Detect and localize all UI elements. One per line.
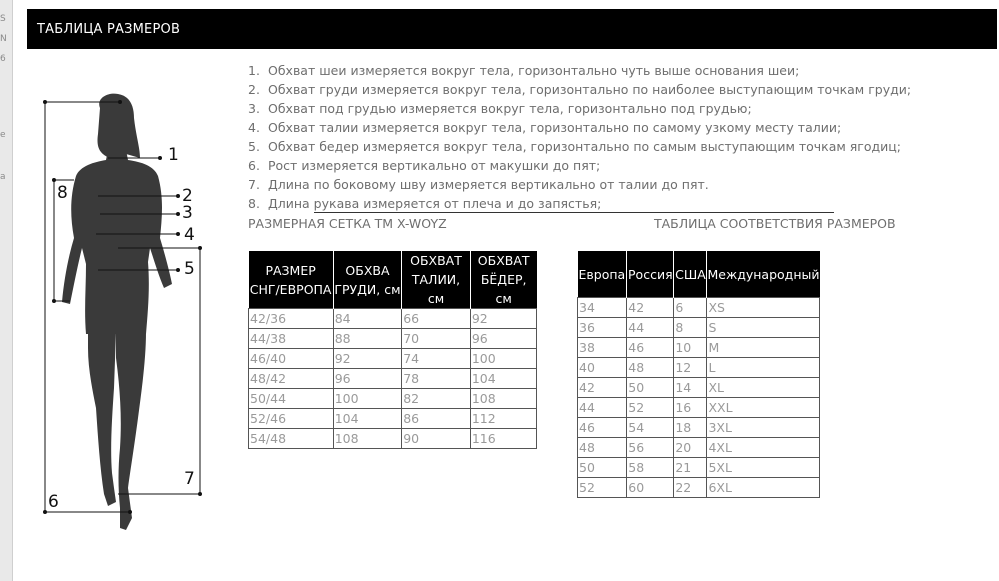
table-cell: 44 — [627, 318, 674, 338]
table-cell: 82 — [402, 389, 471, 409]
table-cell: S — [707, 318, 820, 338]
page-title: ТАБЛИЦА РАЗМЕРОВ — [37, 22, 181, 37]
table-cell: 8 — [674, 318, 707, 338]
table-cell: 78 — [402, 369, 471, 389]
marker-7: 7 — [184, 469, 195, 489]
correspondence-title: ТАБЛИЦА СООТВЕТСТВИЯ РАЗМЕРОВ — [654, 216, 896, 231]
left-strip-char: e — [0, 130, 6, 140]
table-row — [249, 389, 537, 409]
table-row — [249, 409, 537, 429]
table-cell: 60 — [627, 478, 674, 498]
table-cell: 14 — [674, 378, 707, 398]
table-cell: 40 — [578, 358, 627, 378]
table-cell: XXL — [707, 398, 820, 418]
table-cell: XL — [707, 378, 820, 398]
divider-line — [314, 212, 834, 213]
left-edge-strip — [0, 0, 13, 581]
table-cell: 74 — [402, 349, 471, 369]
table-cell: 96 — [333, 369, 401, 389]
size-grid-title: РАЗМЕРНАЯ СЕТКА ТМ X-WOYZ — [248, 216, 447, 231]
table-row — [249, 349, 537, 369]
table-cell: 21 — [674, 458, 707, 478]
instruction-item: 1. Обхват шеи измеряется вокруг тела, горизонтально чуть выше основания шеи; — [248, 63, 800, 78]
left-strip-char: S — [0, 14, 6, 24]
instruction-item: 2. Обхват груди измеряется вокруг тела, горизонтально по наиболее выступающим точкам груди; — [248, 82, 912, 97]
table-row — [578, 398, 820, 418]
table-header-row — [249, 251, 537, 309]
column-header: ОБХВА ГРУДИ, см — [333, 251, 401, 309]
marker-5: 5 — [184, 259, 195, 279]
table-cell: 84 — [333, 309, 401, 329]
size-grid-table — [248, 251, 537, 449]
instruction-item: 5. Обхват бедер измеряется вокруг тела, горизонтально по самым выступающим точкам ягодиц; — [248, 139, 902, 154]
column-header: Европа — [578, 251, 627, 298]
table-row — [249, 309, 537, 329]
table-cell: 100 — [470, 349, 536, 369]
table-row — [578, 458, 820, 478]
left-strip-char: N — [0, 34, 7, 44]
column-header: США — [674, 251, 707, 298]
table-cell: 44/38 — [249, 329, 334, 349]
table-cell: 48/42 — [249, 369, 334, 389]
table-row — [578, 478, 820, 498]
table-cell: 116 — [470, 429, 536, 449]
marker-6: 6 — [48, 492, 59, 512]
instruction-item: 8. Длина рукава измеряется от плеча и до запястья; — [248, 196, 602, 211]
table-cell: 104 — [333, 409, 401, 429]
table-row — [578, 418, 820, 438]
table-cell: 52 — [578, 478, 627, 498]
table-row — [249, 329, 537, 349]
column-header: Международный — [707, 251, 820, 298]
marker-4: 4 — [184, 225, 195, 245]
table-cell: 4XL — [707, 438, 820, 458]
column-header: РАЗМЕР СНГ/ЕВРОПА — [249, 251, 334, 309]
body-measurement-figure — [30, 88, 230, 548]
table-cell: 46/40 — [249, 349, 334, 369]
table-cell: 38 — [578, 338, 627, 358]
table-cell: 50 — [578, 458, 627, 478]
table-cell: 96 — [470, 329, 536, 349]
woman-silhouette — [62, 94, 172, 530]
size-grid-body — [249, 309, 537, 449]
table-row — [578, 358, 820, 378]
table-row — [578, 298, 820, 318]
table-cell: M — [707, 338, 820, 358]
table-row — [578, 318, 820, 338]
table-cell: 46 — [578, 418, 627, 438]
table-cell: 70 — [402, 329, 471, 349]
correspondence-table — [577, 251, 820, 498]
table-cell: 18 — [674, 418, 707, 438]
correspondence-body — [578, 298, 820, 498]
column-header: ОБХВАТ ТАЛИИ, см — [402, 251, 471, 309]
column-header: ОБХВАТ БЁДЕР, см — [470, 251, 536, 309]
table-cell: 42 — [627, 298, 674, 318]
table-cell: 90 — [402, 429, 471, 449]
marker-1: 1 — [168, 145, 179, 165]
table-cell: 10 — [674, 338, 707, 358]
table-cell: 42 — [578, 378, 627, 398]
table-cell: 6XL — [707, 478, 820, 498]
instruction-item: 6. Рост измеряется вертикально от макушки до пят; — [248, 158, 601, 173]
table-cell: 36 — [578, 318, 627, 338]
table-cell: 66 — [402, 309, 471, 329]
table-cell: 108 — [470, 389, 536, 409]
table-row — [249, 369, 537, 389]
table-cell: 104 — [470, 369, 536, 389]
table-cell: 92 — [470, 309, 536, 329]
size-chart-header — [27, 9, 997, 49]
table-cell: 52/46 — [249, 409, 334, 429]
table-cell: 112 — [470, 409, 536, 429]
table-cell: 48 — [627, 358, 674, 378]
table-cell: 100 — [333, 389, 401, 409]
table-cell: 58 — [627, 458, 674, 478]
column-header: Россия — [627, 251, 674, 298]
table-cell: L — [707, 358, 820, 378]
table-cell: 56 — [627, 438, 674, 458]
instruction-item: 4. Обхват талии измеряется вокруг тела, горизонтально по самому узкому месту талии; — [248, 120, 842, 135]
table-cell: 12 — [674, 358, 707, 378]
table-cell: 3XL — [707, 418, 820, 438]
instruction-item: 3. Обхват под грудью измеряется вокруг тела, горизонтально под грудью; — [248, 101, 752, 116]
table-row — [578, 338, 820, 358]
table-cell: 44 — [578, 398, 627, 418]
instruction-item: 7. Длина по боковому шву измеряется вертикально от талии до пят. — [248, 177, 709, 192]
table-row — [249, 429, 537, 449]
left-strip-char: a — [0, 172, 6, 182]
table-cell: 88 — [333, 329, 401, 349]
measurement-instructions — [248, 61, 911, 213]
marker-2: 2 — [182, 186, 193, 206]
table-cell: 108 — [333, 429, 401, 449]
table-cell: 6 — [674, 298, 707, 318]
table-cell: 50/44 — [249, 389, 334, 409]
table-cell: 48 — [578, 438, 627, 458]
table-row — [578, 378, 820, 398]
table-cell: 52 — [627, 398, 674, 418]
table-row — [578, 438, 820, 458]
marker-8: 8 — [57, 183, 68, 203]
left-strip-char: 6 — [0, 54, 6, 64]
table-cell: 92 — [333, 349, 401, 369]
table-cell: 46 — [627, 338, 674, 358]
table-cell: 20 — [674, 438, 707, 458]
table-cell: 86 — [402, 409, 471, 429]
table-header-row — [578, 251, 820, 298]
table-cell: 42/36 — [249, 309, 334, 329]
table-cell: 54 — [627, 418, 674, 438]
table-cell: 54/48 — [249, 429, 334, 449]
table-cell: 22 — [674, 478, 707, 498]
marker-3: 3 — [182, 203, 193, 223]
table-cell: 34 — [578, 298, 627, 318]
table-cell: 16 — [674, 398, 707, 418]
table-cell: 50 — [627, 378, 674, 398]
table-cell: 5XL — [707, 458, 820, 478]
table-cell: XS — [707, 298, 820, 318]
silhouette-illustration — [30, 88, 230, 548]
